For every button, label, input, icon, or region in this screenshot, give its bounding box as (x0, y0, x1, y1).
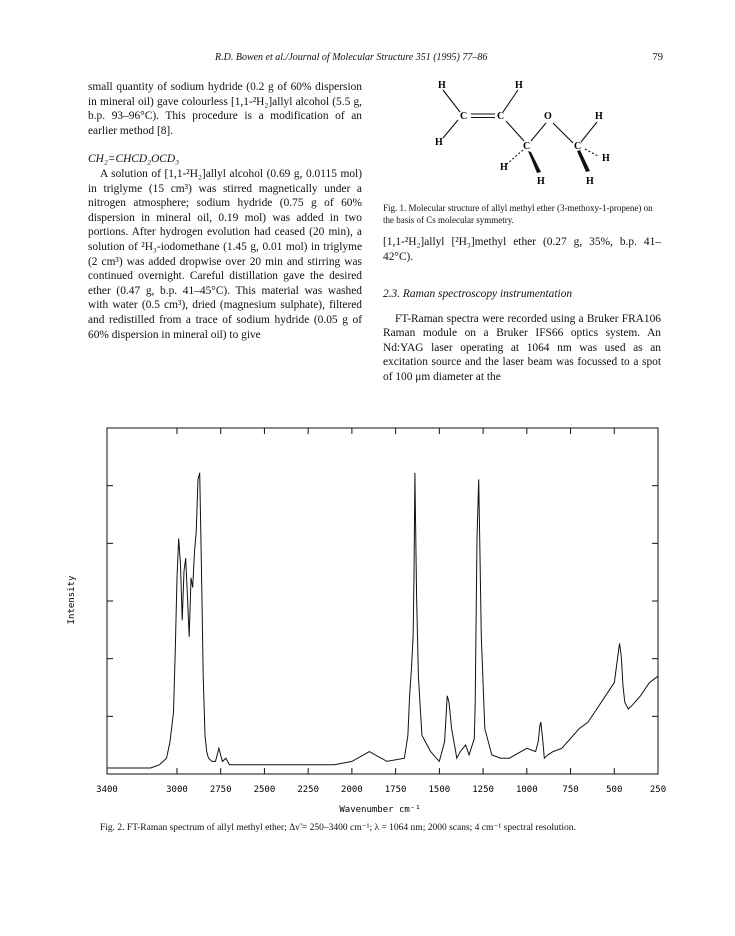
atom-c: C (497, 111, 505, 122)
running-title: R.D. Bowen et al./Journal of Molecular Structure 351 (1995) 77–86 (215, 52, 488, 63)
bond-c4-h7-dashed (585, 149, 598, 156)
right-section-heading: 2.3. Raman spectroscopy instrumentation (383, 288, 573, 300)
left-paragraph-2: A solution of [1,1-²H₂]allyl alcohol (0.69 g, 0.0115 mol) in triglyme (15 cm³) was stirred magnetically under a nitrogen atmosphere; sodium hydride (0.75 g of 60% dispersion in mineral oil, 0.19 mol) was added in two portions. After hydrogen evolution had ceased (20 min), a solution of ²H₃-iodomethane (1.45 g, 0.01 mol) in triglyme (2 cm³) was added dropwise over 20 min and stirring was continued overnight. Careful distillation gave the desired ether (0.47 g, b.p. 41–45°C). This material was washed with water (0.5 cm³), dried (magnesium sulphate), filtered and redistilled from a trace of sodium hydride (0.05 g of 60% dispersion in mineral oil) to give (88, 167, 362, 341)
x-tick-label: 2250 (297, 785, 320, 795)
bond-c2-c3 (506, 121, 524, 141)
atom-h: H (435, 137, 443, 148)
atom-h: H (586, 176, 594, 187)
bond-o-c4 (553, 123, 573, 143)
right-column-section (383, 287, 661, 385)
left-column (88, 80, 362, 342)
figure-1-caption: Fig. 1. Molecular structure of allyl methyl ether (3-methoxy-1-propene) on the basis of Cs molecular symmetry. (383, 203, 653, 225)
y-axis-label: Intensity (67, 575, 77, 625)
atom-c: C (523, 141, 531, 152)
x-axis-label: Wavenumber cm⁻¹ (339, 805, 421, 815)
x-tick-label: 2000 (341, 785, 363, 795)
molecule-diagram (383, 74, 663, 202)
bond-c1-h3 (443, 120, 458, 138)
atom-h: H (515, 80, 523, 91)
bond-c3-h6-wedge (528, 151, 541, 173)
x-tick-label: 250 (649, 785, 667, 795)
atom-h: H (595, 111, 603, 122)
left-section-heading: CH₂=CHCD₂OCD₃ (88, 153, 180, 166)
x-tick-label: 3000 (166, 785, 188, 795)
figure-2-raman-spectrum (67, 400, 680, 830)
bond-c3-h5-dashed (507, 150, 523, 164)
right-column-top (383, 235, 661, 264)
x-tick-label: 1500 (428, 785, 451, 795)
atom-h: H (602, 153, 610, 164)
atom-c: C (574, 141, 582, 152)
right-paragraph-continuation: [1,1-²H₂]allyl [²H₃]methyl ether (0.27 g, 35%, b.p. 41–42°C). (383, 236, 661, 263)
right-paragraph-2: FT-Raman spectra were recorded using a Bruker FRA106 Raman module on a Bruker IFS66 optics system. An Nd:YAG laser operating at 1064 nm was used as an excitation source and the laser beam was focussed to a spot of 100 μm diameter at the (383, 312, 661, 383)
x-tick-label: 1000 (515, 785, 538, 795)
raman-spectrum-chart (67, 400, 680, 830)
atom-o: O (544, 111, 552, 122)
x-tick-label: 2500 (253, 785, 276, 795)
page-number: 79 (652, 52, 663, 63)
bond-c4-h4 (581, 122, 597, 142)
x-tick-label: 1250 (472, 785, 494, 795)
x-tick-label: 1750 (384, 785, 407, 795)
bond-h1-c1 (443, 90, 460, 112)
figure-1-molecule (383, 74, 663, 202)
atom-h: H (438, 80, 446, 91)
figure-2-caption: Fig. 2. FT-Raman spectrum of allyl methyl ether; Δν̃ = 250–3400 cm⁻¹; λ = 1064 nm; 2000 scans; 4 cm⁻¹ spectral resolution. (100, 823, 576, 833)
x-tick-label: 500 (606, 785, 623, 795)
atom-c: C (460, 111, 468, 122)
spectrum-series-line (107, 473, 658, 768)
plot-frame (107, 428, 658, 774)
x-tick-labels (96, 785, 666, 795)
atom-h: H (537, 176, 545, 187)
x-tick-label: 2750 (209, 785, 232, 795)
axis-ticks (107, 428, 658, 774)
page-header (0, 52, 735, 68)
bond-c3-o (531, 123, 546, 141)
x-tick-label: 3400 (96, 785, 118, 795)
x-tick-label: 750 (562, 785, 579, 795)
left-paragraph-1: small quantity of sodium hydride (0.2 g of 60% dispersion in mineral oil) gave colourless [1,1-²H₂]allyl alcohol (5.5 g, b.p. 93–96°C). This procedure is a modification of an earlier method [8]. (88, 81, 362, 137)
bond-c4-h8-wedge (577, 150, 590, 172)
bond-h2-c2 (503, 90, 518, 112)
atom-h: H (500, 162, 508, 173)
